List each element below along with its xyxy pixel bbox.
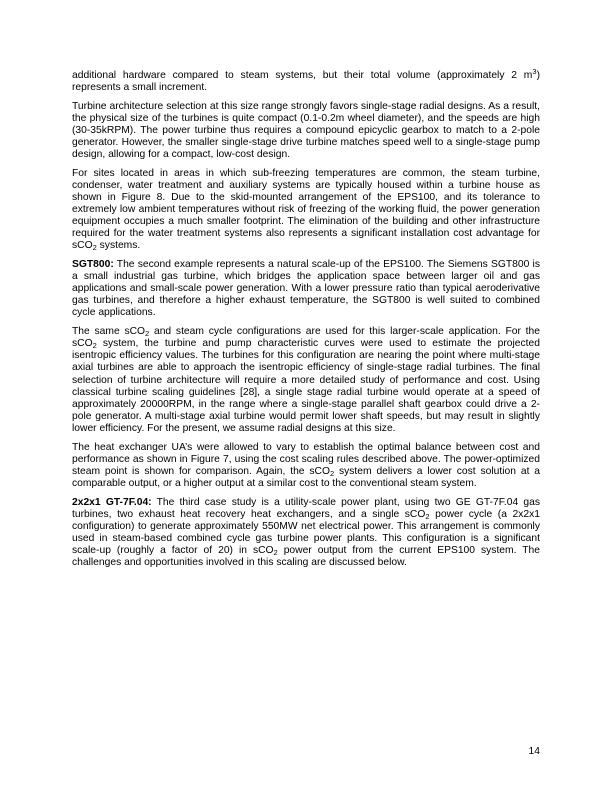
text-run: additional hardware compared to steam systems, but their total volume (approximately 2 m bbox=[72, 70, 533, 81]
text-run: systems. bbox=[96, 240, 141, 252]
text-run: power output from the current EPS100 system. The challenges and opportunities involved in this scaling are discussed below. bbox=[72, 544, 541, 569]
paragraph-2x2x1-gt-7f04 bbox=[72, 497, 540, 570]
text-run: For sites located in areas in which sub-freezing temperatures are common, the steam turbine, condenser, water treatment and auxiliary systems are typically housed within a turbine house as shown in Figure 8. Due to the skid-mounted arrangement of the EPS100, and its tolerance to extremely low ambient temperatures without risk of freezing of the working fluid, the power generation equipment occupies a much smaller footprint. The elimination of the building and other infrastructure required for the water treatment systems also represents a significant installation cost advantage for sCO bbox=[72, 167, 540, 252]
text-run: system delivers a lower cost solution at a comparable output, or a higher output at a similar cost to the conventional steam system. bbox=[72, 465, 541, 489]
superscript: 3 bbox=[532, 67, 537, 76]
text-run: Turbine architecture selection at this size range strongly favors single-stage radial designs. As a result, the physical size of the turbines is quite compact (0.1-0.2m wheel diameter), and the speeds are high (30-35kRPM). The power turbine thus requires a compound epicyclic gearbox to match to a 2-pole generator. However, the smaller single-stage drive turbine matches speed well to a single-stage pump design, allowing for a compact, low-cost design. bbox=[72, 100, 540, 161]
subscript: 2 bbox=[329, 468, 335, 478]
page-number: 14 bbox=[528, 746, 540, 757]
text-run: The second example represents a natural scale-up of the EPS100. The Siemens SGT800 is a small industrial gas turbine, which bridges the application space between larger oil and gas applications and small-scale power generation. With a lower pressure ratio than typical aeroderivative gas turbines, and therefore a higher exhaust temperature, the SGT800 is well suited to combined cycle applications. bbox=[72, 259, 540, 319]
paragraph-sub-freezing-sites bbox=[72, 168, 540, 253]
text-run: The same sCO bbox=[72, 326, 146, 338]
subscript: 2 bbox=[92, 341, 97, 351]
subscript: 2 bbox=[145, 329, 150, 339]
subscript: 2 bbox=[273, 547, 278, 557]
text-run: system, the turbine and pump characteristic curves were used to estimate the projected isentropic efficiency values. The turbines for this configuration are nearing the point where multi-stage axial turbines are able to approach the isentropic efficiency of single-stage radial turbines. The final selection of turbine architecture will require a more detailed study of performance and cost. Using classical turbine scaling guidelines [28], a single stage radial turbine would operate at a speed of approximately 20000RPM, in the range where a single-stage parallel shaft gearbox could drive a 2-pole generator. A multi-stage axial turbine would permit lower shaft speeds, but may result in slightly lower efficiency. For the present, we assume radial designs at this size. bbox=[72, 338, 540, 434]
text-run: The third case study is a utility-scale power plant, using two GE GT-7F.04 gas turbines, two exhaust heat recovery heat exchangers, and a single sCO bbox=[72, 496, 540, 520]
paragraph-volume-increment bbox=[72, 67, 540, 94]
text-run: ) represents a small increment. bbox=[72, 70, 540, 94]
text-run: The heat exchanger UA’s were allowed to vary to establish the optimal balance between cost and performance as shown in Figure 7, using the cost scaling rules described above. The power-optimized steam point is shown for comparison. Again, the sCO bbox=[72, 441, 540, 477]
text-run: and steam cycle configurations are used for this larger-scale application. For the sCO bbox=[72, 326, 540, 350]
paragraph-cycle-configurations bbox=[72, 326, 540, 435]
subscript: 2 bbox=[425, 511, 430, 521]
text-run: power cycle (a 2x2x1 configuration) to generate approximately 550MW net electrical power. This arrangement is commonly used in steam-based combined cycle gas turbine power plants. This configuration is a significant scale-up (roughly a factor of 20) in sCO bbox=[72, 508, 540, 556]
paragraph-sgt800 bbox=[72, 259, 540, 319]
subscript: 2 bbox=[92, 243, 97, 253]
page-body bbox=[72, 67, 541, 576]
paragraph-heat-exchanger-ua bbox=[72, 442, 540, 490]
paragraph-turbine-architecture bbox=[72, 101, 540, 161]
run-in-heading: 2x2x1 GT-7F.04: bbox=[72, 496, 152, 508]
run-in-heading: SGT800: bbox=[72, 259, 114, 271]
